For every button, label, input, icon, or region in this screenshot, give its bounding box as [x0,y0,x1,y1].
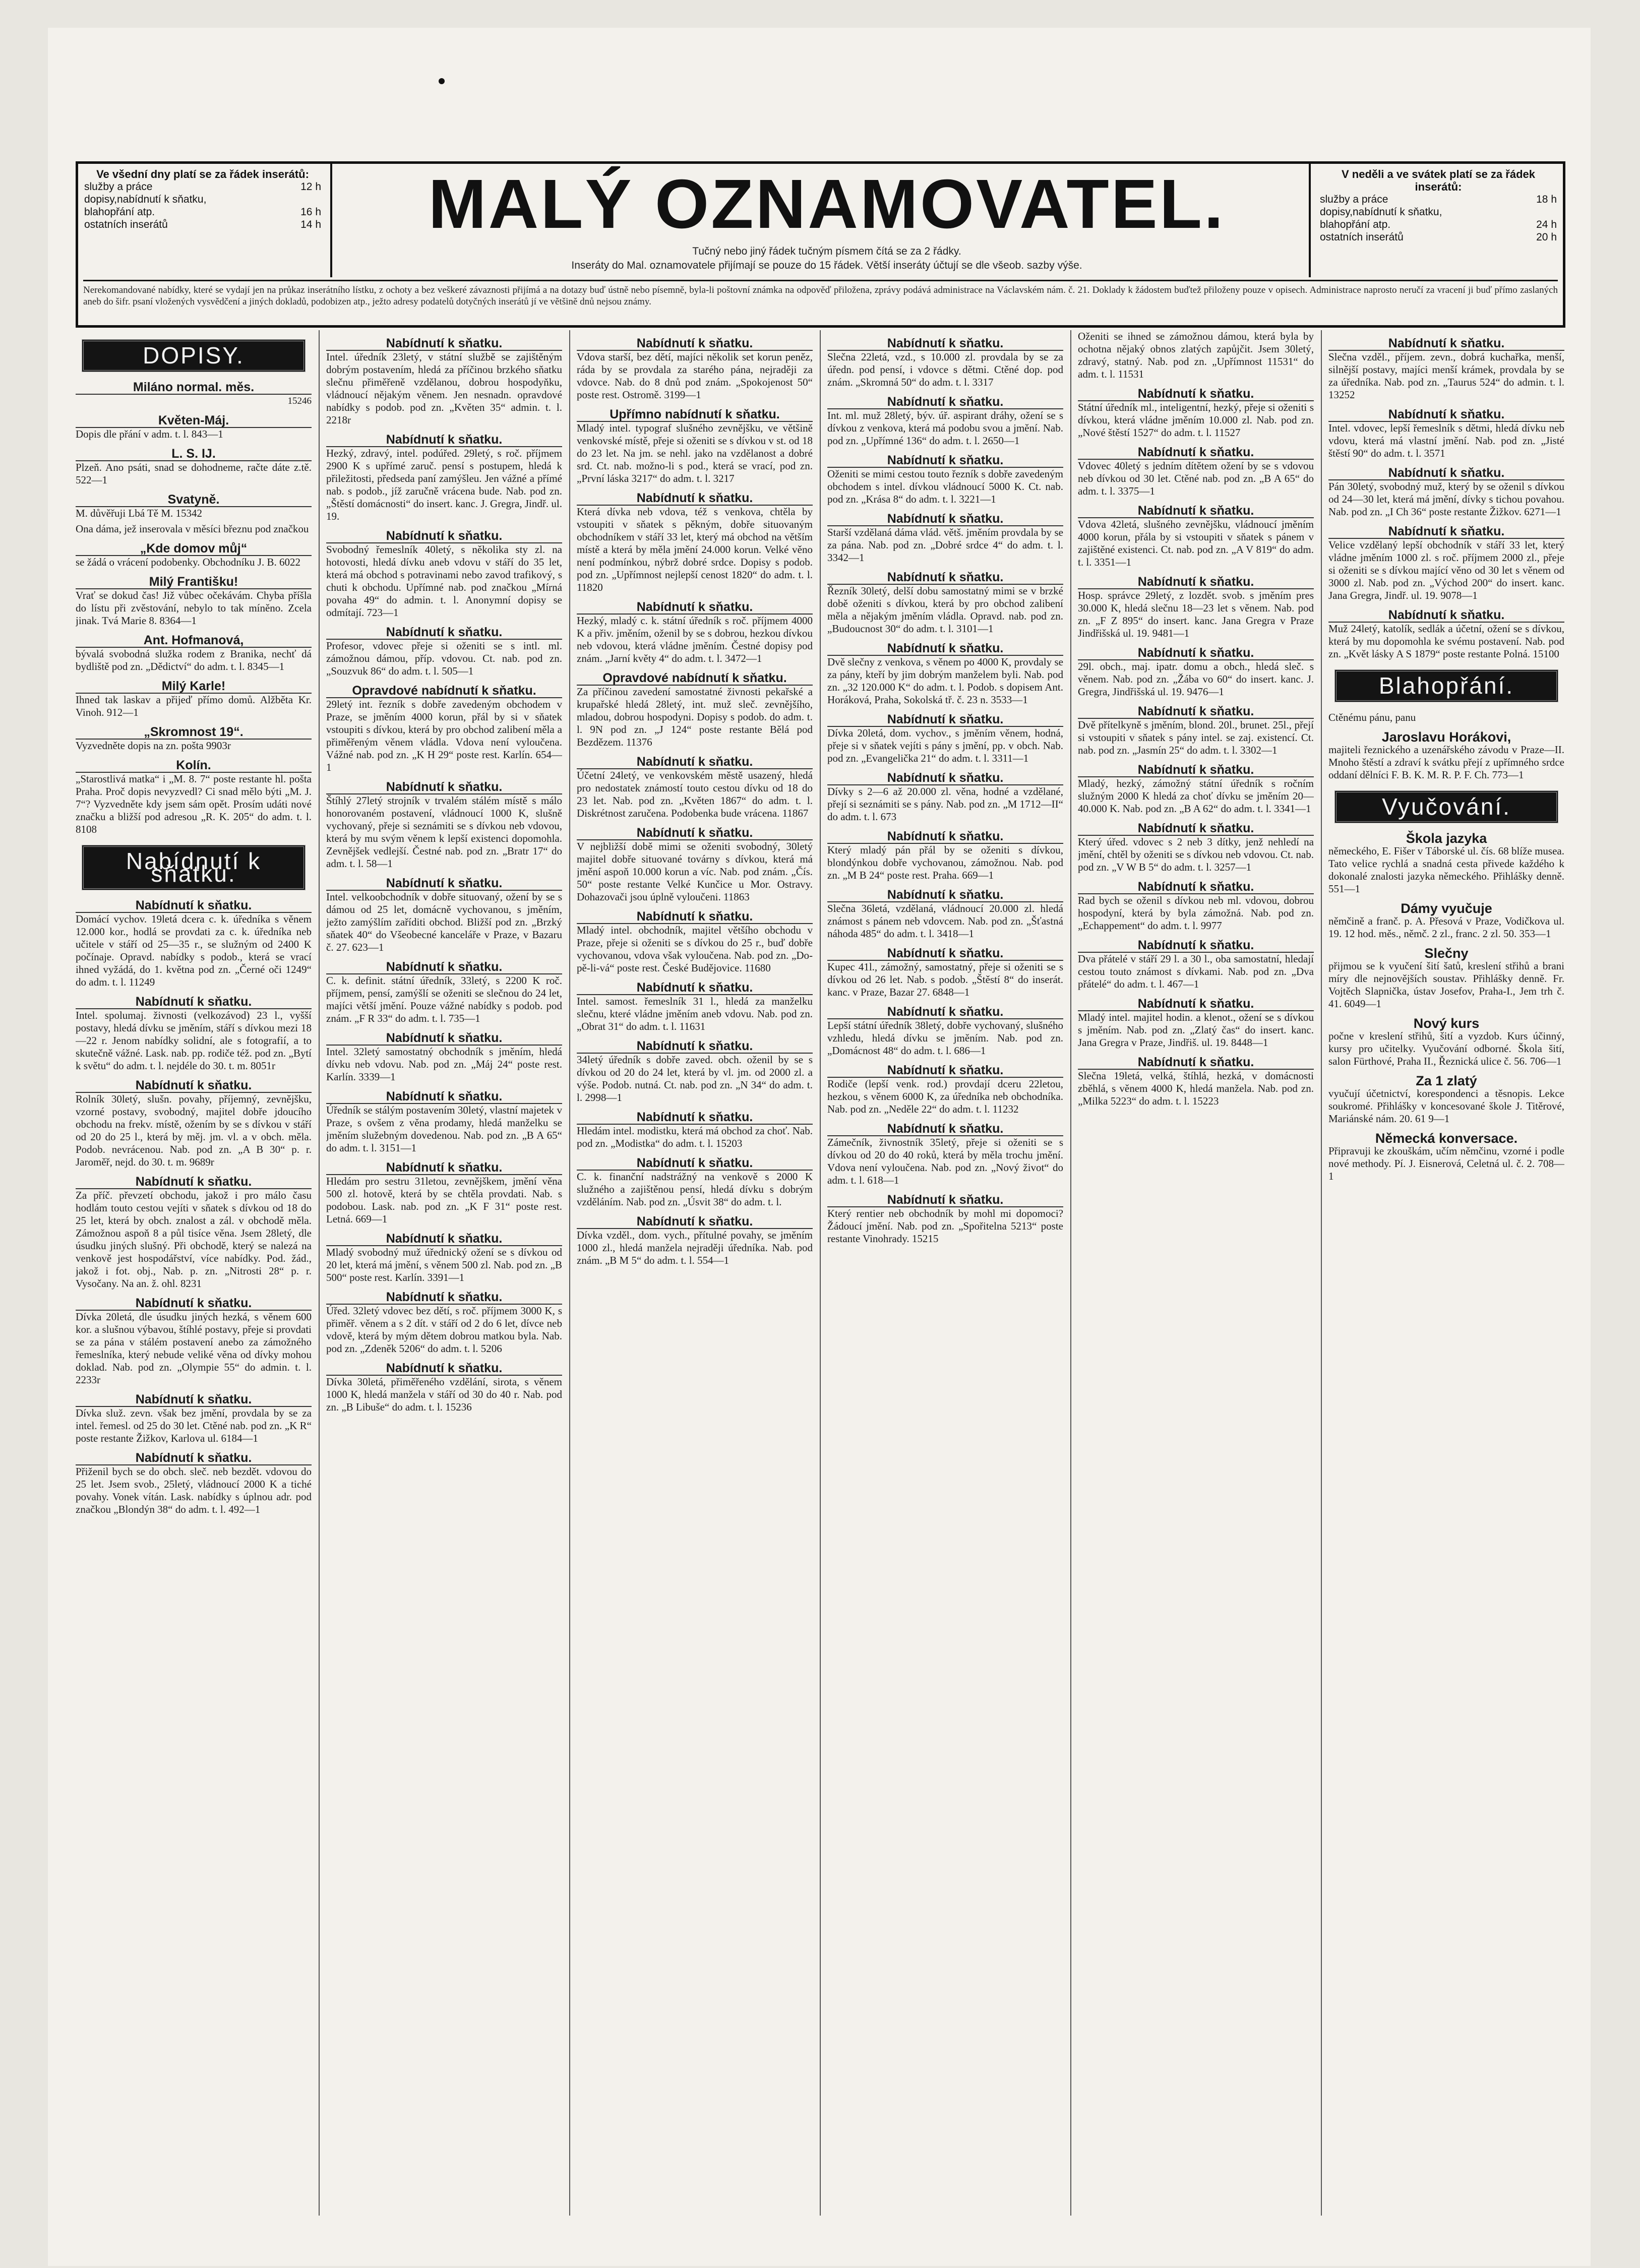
ad-text: Dívka 30letá, přiměřeného vzdělání, sirota, s věnem 1000 K, hledá manžela v stáří od 30 do 40 r. Nab. pod zn. „B Libuše“ do adm. t. l. 15236 [326,1376,562,1413]
ad-heading: Nabídnutí k sňatku. [1328,525,1564,539]
ad-heading: Nabídnutí k sňatku. [1078,998,1314,1011]
column-rule [820,330,821,2216]
ad-text: Za příč. převzetí obchodu, jakož i pro málo času hodlám touto cestou vejíti v sňatek s dívkou od 18 do 25 let, která by obch. znalost a zál. v obchodě měla. Zámožnou aspoň 8 a půl tisíce věna. Jsem 28letý, dle úsudku jiných slušný. Při obchodě, který se nalezá na venkově jest hospodářství, více nabídky. Pod. žád., jakož i fot. obj., Nab. p. zn. „Nitrosti 28“ p. r. Vysočany. Na an. ž. ohl. 8231 [76,1189,312,1290]
ad-text: Ona dáma, jež inserovala v měsíci březnu pod značkou [76,523,309,535]
ad-text: Úřed. 32letý vdovec bez dětí, s roč. příjmem 3000 K, s přiměř. věnem a s 2 dít. v stáří od 2 do 6 let, dívce neb vdově, která by mým dětem dobrou matkou byla. Nab. pod zn. „Zdeněk 5206“ do adm. t. l. 5206 [326,1305,562,1355]
ad-text: 34letý úředník s dobře zaved. obch. oženil by se s dívkou od 20 do 24 let, která by vl. jm. od 2000 zl. a výše. Podob. nutná. Ct. nab. pod zn. „N 34“ do adm. t. l. 2998—1 [577,1054,813,1104]
ad-text: Státní úředník ml., inteligentní, hezký, přeje si oženiti s dívkou, která vládne jměním 10.000 zl. Nab. pod zn. „Nové štěstí 1527“ do adm. t. l. 11527 [1078,401,1314,439]
ad-text: C. k. definit. státní úředník, 33letý, s 2200 K roč. příjmem, pensí, zamýšlí se oženiti se slečnou do 24 let, majíci větší jmění. Pouze vážné nabídky s podob. pod znám. „F R 33“ do adm. t. l. 735—1 [326,974,562,1024]
ad-heading: Nabídnutí k sňatku. [76,1176,312,1189]
ad-text: Intel. samost. řemeslník 31 l., hledá za manželku slečnu, které vládne jměním aneb vdovu. Nab. pod zn. „Obrat 31“ do adm. t. l. 11631 [577,995,813,1032]
weekday-rates [84,168,321,231]
ad-text: Hledám pro sestru 31letou, zevnějškem, jmění věna 500 zl. hotově, která by se chtěla provdati. Nab. s podobou. Lask. nab. pod zn. „K F 31“ poste rest. Letná. 669—1 [326,1175,562,1225]
ad-heading: Nabídnutí k sňatku. [827,713,1063,727]
page-title: MALÝ OZNAMOVATEL. [428,165,1226,243]
ad-text: Kupec 41l., zámožný, samostatný, přeje si oženiti se s dívkou od 26 let. Nab. s podob. „Štěstí 8“ do inserát. kanc. v Praze, Bazar 27. 6848—1 [827,961,1063,998]
page-subtitle: Tučný nebo jiný řádek tučným písmem čítá se za 2 řádky. [692,246,961,257]
administration-notice: Nerekomandované nabídky, které se vydají jen na průkaz inserátního lístku, z ochoty a bez veškeré závaznosti přijímá a na dotazy buď ústně nebo písemně, byla-li poštovní známka na odpověď přiložena, zprávy podává administrace na Václavském nám. č. 21. Doklady k žádostem buďtež přiloženy pouze v opisech. Administrace naprosto neručí za vracení ji buď přímo zaslaných aneb do šifr. psaní vložených vysvědčení a jiných dokladů, podobizen atp., ježto adresy podatelů dotyčných inserátů jí ve většině dnů nejsou známy. [83,280,1558,308]
ad-heading: Nabídnutí k sňatku. [1328,467,1564,480]
rate-line: ostatních inserátů 20 h [1320,231,1557,243]
ad-heading: Nabídnutí k sňatku. [1078,1056,1314,1070]
ad-heading: Nabídnutí k sňatku. [76,1079,312,1093]
column-rule [1070,330,1071,2216]
ad-heading: Nabídnutí k sňatku. [827,772,1063,785]
ad-text: Mladý, hezký, zámožný státní úředník s ročním služným 2000 K hledá za choť dívku se jměním 20—40.000 K. Nab. pod zn. „B A 62“ do adm. t. l. 3341—1 [1078,777,1314,815]
ad-text: Která dívka neb vdova, též s venkova, chtěla by vstoupiti v sňatek s pěkným, dobře situovaným obchodníkem v stáří 33 let, který má obchod na větším místě a která by měla jmění 24.000 korun. Velké věno není podmínkou, nýbrž dobré srdce. Dopisy s podob. pod zn. „Upřímnost nejlepší cenost 1820“ do adm. t. l. 11820 [577,506,813,593]
ad-text: Štíhlý 27letý strojník v trvalém stálém místě s málo honorovaném postavení, vládnoucí 1000 K, slušně vychovaný, přeje si seznámiti se s dívkou neb vdovou, která by mu svým věnem k lepší existenci dopomohla. Zevnějšek vedlejší. Čestné nab. pod zn. „Bratr 17“ do adm. t. l. 58—1 [326,794,562,870]
ad-text: Mladý intel. obchodník, majitel většího obchodu v Praze, přeje si oženiti se s dívkou do 25 r., buď dobře vychovanou, vdova však vyloučena. Nab. pod zn. „Do-pě-li-vá“ poste rest. České Budějovice. 11680 [577,924,813,974]
ad-text: Domácí vychov. 19letá dcera c. k. úředníka s věnem 12.000 kor., hodlá se provdati za c. k. úředníka neb učitele v stáří od 25—35 r., se služným od 2400 K počínaje. Opravd. nabídky s podob., která se vrací ihned vyžádá, do 1. května pod zn. „Černé oči 1249“ do adm. t. l. 11249 [76,913,312,988]
holiday-rates-title: V neděli a ve svátek platí se za řádek inserátů: [1342,168,1535,193]
ad-text: Přiženil bych se do obch. sleč. neb bezdět. vdovou do 25 let. Jsem svob., 25letý, vládnoucí 2000 K a tiché povahy. Vonek vítán. Lask. nabídky s úplnou adr. pod značkou „Blondýn 38“ do adm. t. l. 492—1 [76,1465,312,1515]
ad-text: Mladý intel. majitel hodin. a klenot., ožení se s dívkou s jměním. Nab. pod zn. „Zlatý čas“ do insert. kanc. Jana Gregra v Praze, Jindřiš. ul. 19. 8448—1 [1078,1011,1314,1049]
ad-heading: Nabídnutí k sňatku. [577,337,813,351]
rate-line: dopisy,nabídnutí k sňatku, [1320,206,1442,218]
ad-text: Intel. spolumaj. živnosti (velkozávod) 23 l., vyšší postavy, hledá dívku se jměním, stáří s dívkou mezi 18—22 r. Jenom nabídky solidní, ale s fotografií, a to skutečně vážné. Lask. nab. pp. rodiče též. pod zn. „Bytí k světu“ do adm. t. l. nejdéle do 30. t. m. 8051r [76,1009,312,1072]
ad-text: Velice vzdělaný lepší obchodník v stáří 33 let, který vládne jměním 1000 zl. s roč. příjmem 2000 zl., přeje si oženiti se s dívkou mající věno od 30 let s věnem od 3000 zl. Nab. pod zn. „Východ 200“ do insert. kanc. Jana Gregra, Jindř. ul. 19. 9078—1 [1328,539,1564,601]
ad-heading: Nabídnutí k sňatku. [577,756,813,769]
ad-text: Zámečník, živnostník 35letý, přeje si oženiti se s dívkou od 20 do 40 roků, která by měla trochu jmění. Vdova není vyloučena. Nab. pod zn. „Nový život“ do adm. t. l. 618—1 [827,1136,1063,1186]
ad-text: Který úřed. vdovec s 2 neb 3 dítky, jenž nehledí na jmění, chtěl by oženiti se s dívkou neb vdovou. Ct. nab. pod zn. „V W B 5“ do adm. t. l. 3257—1 [1078,836,1314,873]
ad-text: Muž 24letý, katolík, sedlák a účetní, ožení se s dívkou, která by mu dopomohla ke svému postavení. Nab. pod zn. „Květ lásky A S 1879“ poste restante Polná. 15100 [1328,623,1564,660]
ad-text: Intel. velkoobchodník v dobře situovaný, ožení by se s dámou od 25 let, domácně vychovanou, s jměním, ježto zamýšlím zaříditi obchod. Bližší pod zn. „Brzký sňatek 40“ do Všeobecné kanceláře v Praze, v Bazaru č. 27. 623—1 [326,891,562,953]
rate-line: blahopřání atp. 16 h [84,206,321,218]
ad-text: Svobodný řemeslník 40letý, s několika sty zl. na hotovosti, hledá dívku aneb vdovu v stáří do 35 let, která má obchod s potravinami nebo zavod trafikový, s chuti k obchodu. Upřímné nab. pod značkou „Mírná povaha 49“ do admin. t. l. Anonymní dopisy se odmítají. 723—1 [326,543,562,619]
ad-heading: Nabídnutí k sňatku. [827,396,1063,409]
ad-heading: L. S. IJ. [76,448,312,461]
ad-heading: Nabídnutí k sňatku. [1078,939,1314,953]
ad-text: německého, E. Fišer v Táborské ul. čís. 68 blíže musea. Tato velice rychlá a snadná cesta přivede každého k dokonalé znalosti jazyka německého. Přihlášky denně. 551—1 [1328,845,1564,895]
rate-line: služby a práce 12 h [84,181,321,193]
ad-heading: Nabídnutí k sňatku. [577,492,813,506]
column-rule [319,330,320,2216]
ad-heading: Milý Karle! [76,680,312,694]
ad-heading: Nabídnutí k sňatku. [1078,647,1314,660]
ad-heading: Nabídnutí k sňatku. [326,1362,562,1376]
ad-title: Dámy vyučuje [1401,901,1492,916]
ad-heading: Ant. Hofmanová, [76,634,312,648]
ad-text: Hezký, zdravý, intel. podúřed. 29letý, s roč. příjmem 2900 K s upřímé zaruč. pensí s postupem, hledá k přiležitosti, předseda paní zamýšleu. Jen vážné a přímé nab. s podob., jíž zaručně vrácena bude. Nab. pod zn. „Štěstí domácnosti“ do insert. kanc. J. Gregra, Jindř. ul. 19. [326,447,562,522]
ad-text: Dívka 20letá, dle úsudku jiných hezká, s věnem 600 kor. a slušnou výbavou, štíhlé postavy, přeje si provdati se za pána v stálém postavení anebo za zámožného řemeslníka, který nebude veliké věna od dívky mohou doklad. Nab. pod zn. „Olympie 55“ do admin. t. l. 2233r [76,1311,312,1386]
ad-heading: Nabídnutí k sňatku. [1328,337,1564,351]
page-subtitle-2: Inseráty do Mal. oznamovatele přijímají se pouze do 15 řádek. Větší inseráty účtují se dle všeob. sazby výše. [571,260,1082,271]
ad-text: Dva přátelé v stáří 29 l. a 30 l., oba samostatní, hledají cestou touto známost s dívkami. Nab. pod zn. „Dva přátelé“ do adm. t. l. 467—1 [1078,953,1314,990]
ad-heading: Nabídnutí k sňatku. [827,1064,1063,1078]
ad-heading: Opravdové nabídnutí k sňatku. [577,672,813,686]
ad-text: M. důvěřuji Lbá Tě M. 15342 [76,507,202,519]
ad-text: Rad bych se oženil s dívkou neb ml. vdovou, dobrou hospodyní, která by byla zámožná. Nab. pod zn. „Echappement“ do adm. t. l. 9977 [1078,894,1314,932]
ad-text: Za příčinou zavedení samostatné živnosti pekařské a krupařské hledá 28letý, int. muž sleč. zevnějšího, mladou, dobrou hospodyni. Dopisy s podob. do adm. t. l. 9N pod zn. „J 124“ poste restante Bělá pod Bezdězem. 11376 [577,686,813,748]
ad-heading: Nabídnutí k sňatku. [326,961,562,974]
ad-column-2 [326,330,562,2216]
masthead-divider [1309,164,1311,277]
ad-text: Intel. úředník 23letý, v státní službě se zajištěným dobrým postavením, hledá za příčinou brzkého sňatku slečnu přiměřeně vzdělanou, dobrou hospodyňku, vládnoucí nějakým věnem. Jen nesnadn. opravdové nabídky s podob. pod zn. „Květen 35“ admin. t. l. 2218r [326,351,562,426]
ad-text: Slečna vzděl., příjem. zevn., dobrá kuchařka, menší, silnější postavy, majíci menší krámek, provdala by se za úředníka. Nab. pod zn. „Taurus 524“ do admin. t. l. 13252 [1328,351,1564,401]
ad-heading: Nabídnutí k sňatku. [827,642,1063,656]
ad-text: Slečna 19letá, velká, štíhlá, hezká, v domácnosti zběhlá, s věnem 4000 K, hledá manžela. Nab. pod zn. „Milka 5223“ do adm. t. l. 15223 [1078,1070,1314,1107]
ad-column-4 [827,330,1063,2216]
ad-text: Starší vzdělaná dáma vlád. větš. jměním provdala by se za pána. Nab. pod zn. „Dobré srdce 4“ do adm. t. l. 3342—1 [827,526,1063,564]
ad-heading: Nabídnutí k sňatku. [827,337,1063,351]
ad-column-6 [1328,330,1564,2216]
ad-text: Dvě slečny z venkova, s věnem po 4000 K, provdaly se za pány, kteří by jim dobrým manželem byli. Nab. pod zn. „32 120.000 K“ do adm. t. l. Podob. s dopisem Ant. Horáková, Praha, Sokolská tř. č. 23 n. 3533—1 [827,656,1063,706]
ad-text: přijmou se k vyučení šití šatů, kreslení střihů a brani míry dle nejnovějších soustav. Přihlášky denně. Fr. Vojtěch Slapnička, ústav Josefov, Praha-I., Jem trh č. 41. 6049—1 [1328,960,1564,1010]
holiday-rates [1320,168,1557,243]
ad-heading: Nabídnutí k sňatku. [1078,446,1314,460]
ad-heading: Nabídnutí k sňatku. [76,1393,312,1407]
ad-heading: Nabídnutí k sňatku. [577,1157,813,1171]
ad-text: Hosp. správce 29letý, z lozdět. svob. s jměním pres 30.000 K, hledá slečnu 18—23 let s věnem. Nab. pod zn. „F Z 895“ do insert. kanc. Jana Gregra v Praze Jindřišská ul. 19. 9481—1 [1078,589,1314,639]
ad-heading: Nabídnutí k sňatku. [1078,822,1314,836]
ad-title: Slečny [1424,946,1469,961]
ad-heading: Nabídnutí k sňatku. [1078,705,1314,719]
ad-text: Vdova starší, bez dětí, majíci několik set korun peněz, ráda by se provdala za starého pána, nejraději za vdovce. Nab. do 8 dnů pod znám. „Spokojenost 50“ poste rest. Ostromě. 3199—1 [577,351,813,401]
ad-text: Intel. 32letý samostatný obchodník s jměním, hledá dívku neb vdovu. Nab. pod zn. „Máj 24“ poste rest. Karlín. 3339—1 [326,1046,562,1083]
ad-heading: Nabídnutí k sňatku. [577,982,813,995]
ad-text: Lepší státní úředník 38letý, dobře vychovaný, slušného vzhledu, hledá dívku se jměním. Nab. pod zn. „Domácnost 48“ do adm. t. l. 686—1 [827,1019,1063,1057]
ad-heading: „Kde domov můj“ [76,542,312,556]
ad-text: Účetní 24letý, ve venkovském městě usazený, hledá pro nedostatek známostí touto cestou dívku od 18 do 23 let. Nab. pod zn. „Květen 1867“ do adm. t. l. Diskrétnost zaručena. Podobenka bude vrácena. 11867 [577,769,813,819]
ad-text: vyučují účetnictví, korespondenci a těsnopis. Lekce soukromé. Přihlášky v koncesované škole J. Titěrové, Mariánské nám. 20. 61 9—1 [1328,1087,1564,1125]
ad-heading: Nabídnutí k sňatku. [1078,388,1314,401]
ad-title: Německá konversace. [1375,1131,1518,1146]
ad-heading: „Skromnost 19“. [76,726,312,740]
ad-heading: Nabídnutí k sňatku. [577,1040,813,1054]
column-rule [569,330,570,2216]
ad-heading: Nabídnutí k sňatku. [76,1452,312,1465]
ad-text: Vdova 42letá, slušného zevnějšku, vládnoucí jměním 4000 korun, přála by si vstoupiti v sňatek s pánem v zajištěné existenci. Ct. nab. pod zn. „A V 819“ do adm. t. l. 3351—1 [1078,518,1314,568]
ad-text: Dopis dle přání v adm. t. l. 843—1 [76,428,223,440]
rate-line: služby a práce 18 h [1320,194,1557,205]
ad-heading: Miláno normal. měs. [76,381,312,395]
ad-heading: Nabídnutí k sňatku. [577,601,813,615]
ad-heading: Nabídnutí k sňatku. [1328,408,1564,422]
ad-heading: Milý Františku! [76,576,312,589]
ad-heading: Nabídnutí k sňatku. [577,1111,813,1125]
ad-column-1 [76,330,312,2216]
ad-heading: Opravdové nabídnutí k sňatku. [326,685,562,698]
ad-text: V nejbližší době mimi se oženiti svobodný, 30letý majitel dobře situované továrny s dívkou, která má jmění aspoň 10.000 korun a víc. Nab. pod znám. „Čís. 50“ poste restante Velké Kunčice u Mor. Ostravy. Dohazovači jsou úplně vyloučeni. 11863 [577,840,813,903]
ad-text: C. k. finanční nadstrážný na venkově s 2000 K služného a zajištěnou pensí, hledá dívku s dobrým vzděláním. Nab. pod zn. „Úsvit 38“ do adm. t. l. [577,1171,813,1208]
ad-text: Oženiti se ihned se zámožnou dámou, která byla by ochotna nějaký obnos zlatých zapůjčit. Jsem 30letý, zdravý, statný. Nab. pod zn. „Upřímnost 11531“ do adm. t. l. 11531 [1078,330,1314,380]
ad-column-3 [577,330,813,2216]
ad-text: Hezký, mladý c. k. státní úředník s roč. příjmem 4000 K a přiv. jměním, oženil by se s dobrou, hezkou dívkou neb vdovou, která vládne jměním. Čestné dopisy pod znám. „Jarní květy 4“ do adm. t. l. 3472—1 [577,615,813,664]
ad-text: Který mladý pán přál by se oženiti s dívkou, blondýnkou dobře vychovanou, zámožnou. Nab. pod zn. „M B 24“ poste rest. Praha. 669—1 [827,844,1063,881]
ad-heading: Nabídnutí k sňatku. [827,454,1063,468]
ad-column-5 [1078,330,1314,2216]
ad-heading: Nabídnutí k sňatku. [76,996,312,1009]
ad-heading: Nabídnutí k sňatku. [326,781,562,794]
ad-heading: Nabídnutí k sňatku. [326,1090,562,1104]
ad-text: Pán 30letý, svobodný muž, který by se oženil s dívkou od 24—30 let, která má jmění, dívky s tichou povahou. Nab. pod zn. „I Ch 36“ poste restante Žižkov. 6271—1 [1328,480,1564,518]
ad-text: majiteli řeznického a uzenářského závodu v Praze—II. Mnoho štěstí a zdraví k svátku přejí z upřímného srdce oddaní dělníci F. B. K. M. R. P. F. Ch. 773—1 [1328,744,1564,781]
ad-heading: Nabídnutí k sňatku. [1078,576,1314,589]
ad-text: Mladý intel. typograf slušného zevnějšku, ve většině venkovské místě, přeje si oženiti se s dívkou v st. od 18 do 23 let. Na jm. se nehl. jako na vzdělanost a dobré srd. Ct. nab. možno-li s pod., která se vrací, pod zn. „První láska 3217“ do adm. t. l. 3217 [577,422,813,484]
ad-text: Připravuji ke zkouškám, učím němčinu, vzorné i podle nové methody. Pí. J. Eisnerová, Celetná ul. č. 2. 708—1 [1328,1145,1564,1182]
ad-text: Profesor, vdovec přeje si oženiti se s intl. ml. zámožnou dámou, příp. vdovou. Ct. nab. pod zn. „Souzvuk 86“ do adm. t. l. 505—1 [326,640,562,677]
ad-heading: Kolín. [76,759,312,773]
ad-title: Jaroslavu Horákovi, [1381,729,1511,745]
ad-heading: Nabídnutí k sňatku. [577,827,813,840]
ad-text: Vrať se dokud čas! Již vůbec očekávám. Chyba příšla do lístu při zvěstování, nebylo to tak míněno. Zcela jinak. Tvá Marie 8. 8364—1 [76,589,312,627]
ad-heading: Nabídnutí k sňatku. [1078,764,1314,777]
ad-text: se žádá o vrácení podobenky. Obchodníku J. B. 6022 [76,556,300,568]
ad-text: Intel. vdovec, lepší řemeslník s dětmi, hledá dívku neb vdovu, která má vlastní jmění. Nab. pod zn. „Jisté štěstí 90“ do adm. t. l. 3571 [1328,422,1564,459]
ad-text: Rolník 30letý, slušn. povahy, příjemný, zevnějšku, vzorné postavy, svobodný, majitel dobře jdoucího obchodu na frekv. místě, ožením by se s dívkou v stáří od 20 do 25 l., která by měj. jm. vl. a v obch. měla. Podob. nevrácenou. Nab. pod zn. „A B 30“ p. r. Jaroměř, nejd. do 30. t. m. 9689r [76,1093,312,1168]
ad-heading: Nabídnutí k sňatku. [827,1123,1063,1136]
section-banner-dopisy: DOPISY. [82,339,306,372]
ad-heading: Nabídnutí k sňatku. [577,910,813,924]
ad-text: Hledám intel. modistku, která má obchod za choť. Nab. pod zn. „Modistka“ do adm. t. l. 15203 [577,1125,813,1149]
ad-heading: Nabídnutí k sňatku. [827,947,1063,961]
ad-text: „Starostlivá matka“ i „M. 8. 7“ poste restante hl. pošta Praha. Proč dopis nevyzvedl? Ci snad mělo býti „M. J. 7“? Vyzvedněte kdy jsem sám opět. Prosím udáti nové značku a bližší pod adresou „R. K. 205“ do adm. t. l. 8108 [76,773,312,835]
masthead [76,161,1565,328]
ad-heading: Nabídnutí k sňatku. [827,571,1063,585]
ad-heading: Svatyně. [76,494,312,507]
rate-line: blahopřání atp. 24 h [1320,219,1557,230]
ad-heading: Nabídnutí k sňatku. [827,889,1063,902]
ad-heading: Nabídnutí k sňatku. [326,1291,562,1305]
ad-text: Plzeň. Ano psáti, snad se dohodneme, račte dáte z.tě. 522—1 [76,461,312,486]
ad-heading: Květen-Máj. [76,414,312,428]
ad-text: Řezník 30letý, delší dobu samostatný mimi se v brzké době oženiti s dívkou, která by pro obchod zalibení měla a nějakým jměním vládla. Opravd. nab. pod zn. „Budoucnost 30“ do adm. t. l. 3101—1 [827,585,1063,635]
ad-heading: Nabídnutí k sňatku. [326,877,562,891]
ad-heading: Nabídnutí k sňatku. [1328,609,1564,623]
ad-text: Slečna 22letá, vzd., s 10.000 zl. provdala by se za úředn. pod pensí, i vdovce s dětmi. Ctěné dop. pod znám. „Skromná 50“ do adm. t. l. 3317 [827,351,1063,388]
ad-text: Dvě přítelkyně s jměním, blond. 20l., brunet. 25l., přejí si vstoupiti v sňatek s pány intel. se zaj. existencí. Ct. nab. pod zn. „Jasmín 25“ do adm. t. l. 3302—1 [1078,719,1314,756]
ad-heading: Nabídnutí k sňatku. [76,899,312,913]
ad-text: Dívka služ. zevn. však bez jmění, provdala by se za intel. řemesl. od 25 do 30 let. Ctěné nab. pod zn. „K R“ poste restante Žižkov, Karlova ul. 6184—1 [76,1407,312,1444]
ad-text: Vyzvedněte dopis na zn. pošta 9903r [76,740,231,752]
section-banner-nabidnuti: Nabídnutí k sňatku. [82,845,306,890]
ad-title: Škola jazyka [1406,831,1487,846]
weekday-rates-title: Ve všední dny platí se za řádek inserátů: [96,168,309,180]
ad-text: 29letý int. řezník s dobře zavedeným obchodem v Praze, se jměním 4000 korun, přál by si v sňatek vstoupiti s dívkou, která by pro obchod zalibení měla a přiměřeným věnem vládla. Vdova není vyloučena. Vážné nab. pod zn. „K H 29“ poste rest. Karlín. 654—1 [326,698,562,773]
ad-heading: Nabídnutí k sňatku. [827,830,1063,844]
ad-text: Úředník se stálým postavením 30letý, vlastní majetek v Praze, s ovšem z věna prodamy, hledá manželku se jměním služebným dovedenou. Nab. pod zn. „B A 65“ do adm. t. l. 3151—1 [326,1104,562,1154]
ad-text: 29l. obch., maj. ipatr. domu a obch., hledá sleč. s věnem. Nab. pod zn. „Žába vo 60“ do insert. kanc. J. Gregra, Jindřišská ul. 19. 9476—1 [1078,660,1314,698]
rate-line: ostatních inserátů 14 h [84,219,321,230]
rate-line: dopisy,nabídnutí k sňatku, [84,194,207,205]
ad-text: Který rentier neb obchodník by mohl mi dopomoci? Žádoucí jmění. Nab. pod zn. „Spořitelna 5213“ poste restante Vinohrady. 15215 [827,1207,1063,1245]
ad-heading: Nabídnutí k sňatku. [1078,505,1314,518]
ad-heading: Nabídnutí k sňatku. [326,1233,562,1246]
ad-heading: Nabídnutí k sňatku. [326,1161,562,1175]
ad-text: Ihned tak laskav a přijeď přímo domů. Alžběta Kr. Vinoh. 912—1 [76,694,312,718]
ad-title: Nový kurs [1413,1016,1480,1031]
ad-heading: Nabídnutí k sňatku. [76,1297,312,1311]
classified-columns [76,330,1565,2216]
ad-heading: Nabídnutí k sňatku. [577,1215,813,1229]
ad-text: Slečna 36letá, vzdělaná, vládnoucí 20.000 zl. hledá známost s pánem neb vdovcem. Nab. pod zn. „Šťastná náhoda 485“ do adm. t. l. 3418—1 [827,902,1063,940]
ad-text: němčině a franč. p. A. Přesová v Praze, Vodičkova ul. 19. 12 hod. měs., němč. 2 zl., franc. 2 zl. 50. 353—1 [1328,915,1564,940]
ad-heading: Nabídnutí k sňatku. [326,337,562,351]
ad-heading: Nabídnutí k sňatku. [326,434,562,447]
ad-heading: Nabídnutí k sňatku. [827,1194,1063,1207]
ad-heading: Upřímno nabídnutí k sňatku. [577,408,813,422]
ad-text: Dívka vzděl., dom. vych., přítulné povahy, se jměním 1000 zl., hledá manžela nejraději úředníka. Nab. pod znám. „B M 5“ do adm. t. l. 554—1 [577,1229,813,1266]
ad-text: Oženiti se mimi cestou touto řezník s dobře zavedeným obchodem s intel. dívkou vládnoucí 5000 K. Ct. nab. pod zn. „Krása 8“ do adm. t. l. 3221—1 [827,468,1063,505]
ad-text: Dívky s 2—6 až 20.000 zl. věna, hodné a vzdělané, přejí si seznámiti se s pány. Nab. pod zn. „M 1712—II“ do adm. t. l. 673 [827,785,1063,823]
section-banner-blahoprani: Blahopřání. [1334,669,1558,702]
masthead-divider [330,164,332,277]
ad-text: Mladý svobodný muž úřednický ožení se s dívkou od 20 let, která má jmění, s věnem 500 zl. Nab. pod zn. „B 500“ poste rest. Karlín. 3391—1 [326,1246,562,1283]
ad-text: Rodiče (lepší venk. rod.) provdají dceru 22letou, hezkou, s věnem 6000 K, za úředníka neb obchodníka. Nab. pod zn. „Neděle 22“ do adm. t. l. 11232 [827,1078,1063,1115]
ad-heading: Nabídnutí k sňatku. [326,626,562,640]
column-rule [1321,330,1322,2216]
ad-heading: Nabídnutí k sňatku. [827,1006,1063,1019]
ad-heading: Nabídnutí k sňatku. [1078,881,1314,894]
ad-heading: Nabídnutí k sňatku. [827,513,1063,526]
ad-text: Int. ml. muž 28letý, býv. úř. aspirant dráhy, ožení se s dívkou z venkova, která má podobu svou a jmění. Nab. pod zn. „Upřímné 136“ do adm. t. l. 2650—1 [827,409,1063,447]
ad-text: počne v kreslení střihů, šití a vyzdob. Kurs účinný, kursy pro učitelky. Vyučování odborné. Škola šití, salon Fürthové, Praha II., Řeznická ulice č. 56. 706—1 [1328,1030,1564,1067]
section-banner-vyucovani: Vyučování. [1334,790,1558,823]
ad-heading: Nabídnutí k sňatku. [326,530,562,543]
ad-text: Vdovec 40letý s jedním dítětem ožení by se s vdovou neb dívkou od 30 let. Ctěné nab. pod zn. „B A 65“ do adm. t. l. 3375—1 [1078,460,1314,497]
ad-text: Ctěnému pánu, panu [1328,711,1416,723]
ad-text: Dívka 20letá, dom. vychov., s jměním věnem, hodná, přeje si v sňatek vejíti s pány s jmění, pp. v obch. Nab. pod zn. „Evangelička 21“ do adm. t. l. 3311—1 [827,727,1063,764]
ad-heading: Nabídnutí k sňatku. [326,1032,562,1046]
ink-dot [439,78,445,84]
ad-title: Za 1 zlatý [1416,1073,1477,1088]
ad-code: 15246 [287,396,312,406]
ad-text: bývalá svobodná služka rodem z Branika, nechť dá bydliště pod zn. „Dědictví“ do adm. t. l. 8345—1 [76,648,312,672]
